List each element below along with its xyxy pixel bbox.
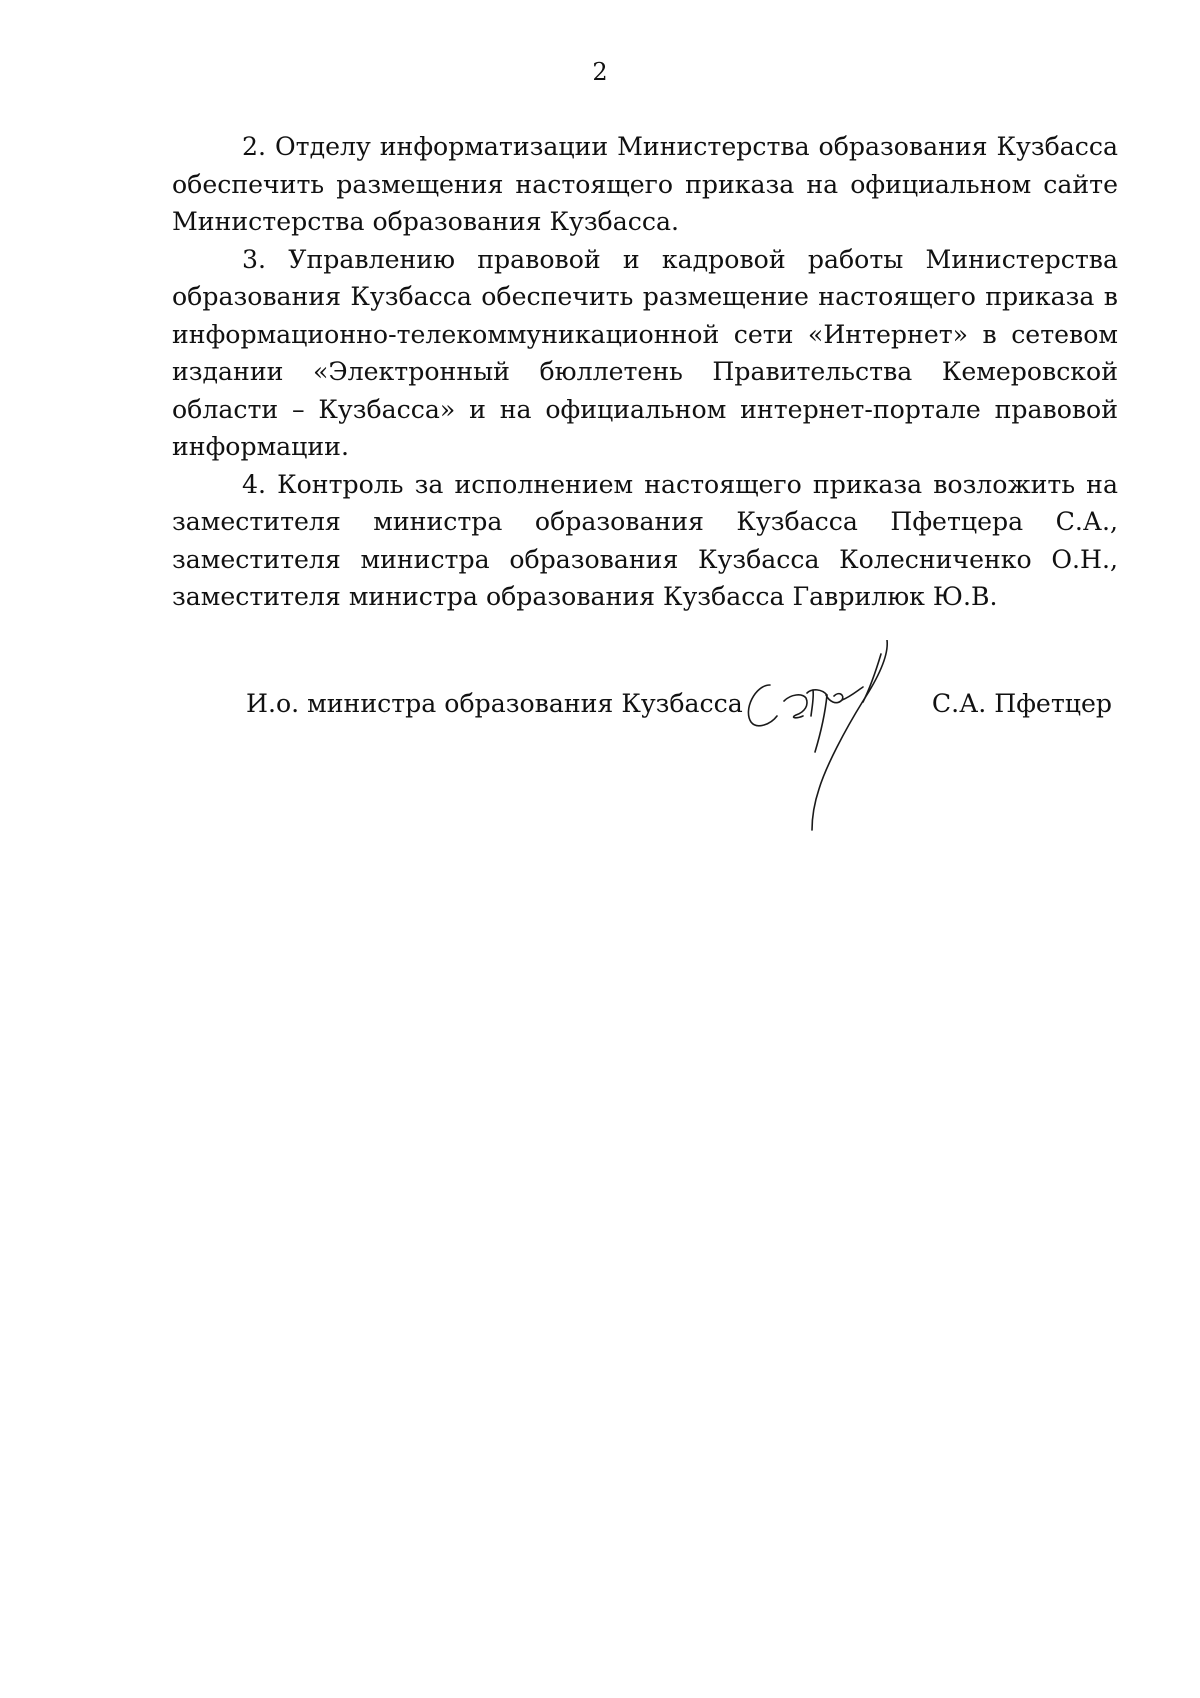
signature-stroke xyxy=(826,694,843,703)
signer-position: И.о. министра образования Кузбасса xyxy=(246,689,743,718)
signature-stroke xyxy=(815,695,827,752)
signature-stroke xyxy=(863,654,881,702)
paragraph-item-4: 4. Контроль за исполнением настоящего приказа возложить на заместителя министра образования Кузбасса Пфетцера С.А., заместителя министра образования Кузбасса Колесниченко О.Н., заместителя министра образования Кузбасса Гаврилюк Ю.В. xyxy=(172,469,1118,611)
signature-stroke xyxy=(811,690,813,716)
signature-stroke xyxy=(748,685,777,726)
signature-stroke xyxy=(842,687,863,700)
signature-stroke xyxy=(784,695,807,718)
handwritten-signature xyxy=(735,640,920,840)
signature-block xyxy=(0,640,1200,860)
signature-stroke xyxy=(807,690,827,695)
paragraph-item-2: 2. Отделу информатизации Министерства образования Кузбасса обеспечить размещения настоящего приказа на официальном сайте Министерства образования Кузбасса. xyxy=(172,132,1118,236)
document-body xyxy=(172,128,1118,616)
signer-name: С.А. Пфетцер xyxy=(931,689,1112,718)
page-number: 2 xyxy=(592,58,608,86)
paragraph-item-3: 3. Управлению правовой и кадровой работы Министерства образования Кузбасса обеспечить размещение настоящего приказа в информационно-телекоммуникационной сети «Интернет» в сетевом издании «Электронный бюллетень Правительства Кемеровской области – Кузбасса» и на официальном интернет-портале правовой информации. xyxy=(172,244,1118,461)
